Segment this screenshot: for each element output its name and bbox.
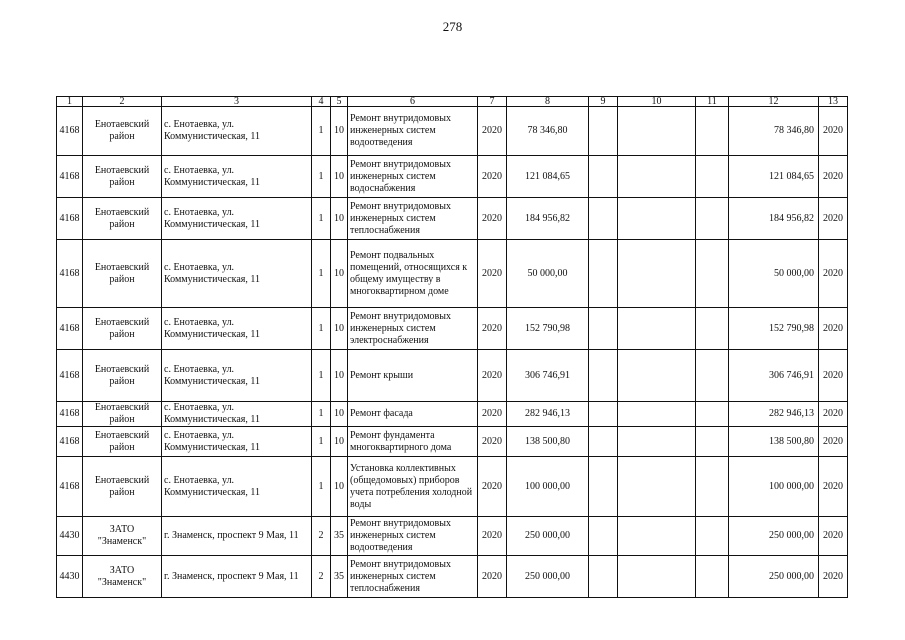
column-number-header: 11 <box>696 97 729 107</box>
col4-cell: 1 <box>312 457 331 517</box>
address-cell: с. Енотаевка, ул. Коммунистическая, 11 <box>162 457 312 517</box>
col10-cell <box>618 308 696 350</box>
col5-cell: 10 <box>331 198 348 240</box>
index-cell: 4168 <box>57 240 83 308</box>
col4-cell: 2 <box>312 556 331 598</box>
amount-cell: 78 346,80 <box>507 107 589 156</box>
table-row <box>57 427 848 457</box>
year-cell: 2020 <box>478 156 507 198</box>
municipality-cell: ЗАТО "Знаменск" <box>83 517 162 556</box>
page-number: 278 <box>442 19 463 34</box>
col5-cell: 10 <box>331 427 348 457</box>
address-cell: с. Енотаевка, ул. Коммунистическая, 11 <box>162 427 312 457</box>
index-cell: 4168 <box>57 457 83 517</box>
work-type-cell: Ремонт внутридомовых инженерных систем водоотведения <box>348 107 478 156</box>
column-number-header: 7 <box>478 97 507 107</box>
index-cell: 4168 <box>57 427 83 457</box>
column-number-header: 2 <box>83 97 162 107</box>
column-number-header: 3 <box>162 97 312 107</box>
completion-year-cell: 2020 <box>819 198 848 240</box>
column-number-header: 9 <box>589 97 618 107</box>
amount-cell: 138 500,80 <box>507 427 589 457</box>
index-cell: 4168 <box>57 308 83 350</box>
col9-cell <box>589 350 618 402</box>
col5-cell: 10 <box>331 308 348 350</box>
total-cell: 306 746,91 <box>729 350 819 402</box>
table-row <box>57 517 848 556</box>
work-type-cell: Ремонт внутридомовых инженерных систем теплоснабжения <box>348 198 478 240</box>
col4-cell: 2 <box>312 517 331 556</box>
index-cell: 4168 <box>57 198 83 240</box>
municipality-cell: Енотаевский район <box>83 457 162 517</box>
col5-cell: 10 <box>331 457 348 517</box>
col5-cell: 35 <box>331 517 348 556</box>
col5-cell: 10 <box>331 240 348 308</box>
year-cell: 2020 <box>478 457 507 517</box>
col11-cell <box>696 308 729 350</box>
address-cell: с. Енотаевка, ул. Коммунистическая, 11 <box>162 308 312 350</box>
col11-cell <box>696 240 729 308</box>
year-cell: 2020 <box>478 402 507 427</box>
year-cell: 2020 <box>478 556 507 598</box>
col9-cell <box>589 308 618 350</box>
col4-cell: 1 <box>312 427 331 457</box>
total-cell: 50 000,00 <box>729 240 819 308</box>
total-cell: 250 000,00 <box>729 556 819 598</box>
amount-cell: 250 000,00 <box>507 517 589 556</box>
municipality-cell: Енотаевский район <box>83 107 162 156</box>
address-cell: с. Енотаевка, ул. Коммунистическая, 11 <box>162 107 312 156</box>
column-number-header: 12 <box>729 97 819 107</box>
table-row <box>57 240 848 308</box>
completion-year-cell: 2020 <box>819 350 848 402</box>
index-cell: 4168 <box>57 350 83 402</box>
completion-year-cell: 2020 <box>819 556 848 598</box>
total-cell: 282 946,13 <box>729 402 819 427</box>
total-cell: 78 346,80 <box>729 107 819 156</box>
col4-cell: 1 <box>312 198 331 240</box>
amount-cell: 100 000,00 <box>507 457 589 517</box>
col9-cell <box>589 156 618 198</box>
address-cell: г. Знаменск, проспект 9 Мая, 11 <box>162 556 312 598</box>
index-cell: 4430 <box>57 517 83 556</box>
col9-cell <box>589 427 618 457</box>
table-row <box>57 556 848 598</box>
col5-cell: 10 <box>331 156 348 198</box>
work-type-cell: Ремонт внутридомовых инженерных систем теплоснабжения <box>348 556 478 598</box>
address-cell: с. Енотаевка, ул. Коммунистическая, 11 <box>162 350 312 402</box>
work-type-cell: Ремонт внутридомовых инженерных систем электроснабжения <box>348 308 478 350</box>
year-cell: 2020 <box>478 308 507 350</box>
col11-cell <box>696 156 729 198</box>
work-type-cell: Ремонт фасада <box>348 402 478 427</box>
col9-cell <box>589 556 618 598</box>
amount-cell: 250 000,00 <box>507 556 589 598</box>
col4-cell: 1 <box>312 156 331 198</box>
address-cell: с. Енотаевка, ул. Коммунистическая, 11 <box>162 198 312 240</box>
year-cell: 2020 <box>478 517 507 556</box>
table-row <box>57 350 848 402</box>
col9-cell <box>589 107 618 156</box>
column-number-header: 6 <box>348 97 478 107</box>
col10-cell <box>618 402 696 427</box>
amount-cell: 152 790,98 <box>507 308 589 350</box>
municipality-cell: ЗАТО "Знаменск" <box>83 556 162 598</box>
table-row <box>57 107 848 156</box>
index-cell: 4430 <box>57 556 83 598</box>
work-type-cell: Ремонт фундамента многоквартирного дома <box>348 427 478 457</box>
address-cell: г. Знаменск, проспект 9 Мая, 11 <box>162 517 312 556</box>
amount-cell: 306 746,91 <box>507 350 589 402</box>
col5-cell: 10 <box>331 350 348 402</box>
header-row <box>57 97 848 107</box>
col11-cell <box>696 517 729 556</box>
total-cell: 121 084,65 <box>729 156 819 198</box>
col5-cell: 10 <box>331 107 348 156</box>
col11-cell <box>696 350 729 402</box>
table-row <box>57 402 848 427</box>
col9-cell <box>589 240 618 308</box>
municipality-cell: Енотаевский район <box>83 402 162 427</box>
col11-cell <box>696 402 729 427</box>
year-cell: 2020 <box>478 350 507 402</box>
table-row <box>57 156 848 198</box>
amount-cell: 121 084,65 <box>507 156 589 198</box>
municipality-cell: Енотаевский район <box>83 240 162 308</box>
col10-cell <box>618 107 696 156</box>
completion-year-cell: 2020 <box>819 156 848 198</box>
col10-cell <box>618 198 696 240</box>
col11-cell <box>696 198 729 240</box>
index-cell: 4168 <box>57 402 83 427</box>
index-cell: 4168 <box>57 156 83 198</box>
amount-cell: 50 000,00 <box>507 240 589 308</box>
municipality-cell: Енотаевский район <box>83 308 162 350</box>
col10-cell <box>618 457 696 517</box>
col11-cell <box>696 457 729 517</box>
completion-year-cell: 2020 <box>819 457 848 517</box>
work-type-cell: Ремонт внутридомовых инженерных систем водоотведения <box>348 517 478 556</box>
col5-cell: 35 <box>331 556 348 598</box>
col4-cell: 1 <box>312 240 331 308</box>
table-row <box>57 457 848 517</box>
col10-cell <box>618 156 696 198</box>
col9-cell <box>589 402 618 427</box>
table-row <box>57 308 848 350</box>
col4-cell: 1 <box>312 308 331 350</box>
year-cell: 2020 <box>478 198 507 240</box>
col10-cell <box>618 350 696 402</box>
repair-program-table <box>56 96 848 598</box>
col5-cell: 10 <box>331 402 348 427</box>
col10-cell <box>618 556 696 598</box>
column-number-header: 8 <box>507 97 589 107</box>
col10-cell <box>618 240 696 308</box>
completion-year-cell: 2020 <box>819 308 848 350</box>
address-cell: с. Енотаевка, ул. Коммунистическая, 11 <box>162 240 312 308</box>
completion-year-cell: 2020 <box>819 240 848 308</box>
column-number-header: 13 <box>819 97 848 107</box>
col11-cell <box>696 107 729 156</box>
year-cell: 2020 <box>478 107 507 156</box>
col9-cell <box>589 517 618 556</box>
completion-year-cell: 2020 <box>819 402 848 427</box>
index-cell: 4168 <box>57 107 83 156</box>
col9-cell <box>589 198 618 240</box>
col11-cell <box>696 427 729 457</box>
col4-cell: 1 <box>312 350 331 402</box>
municipality-cell: Енотаевский район <box>83 427 162 457</box>
completion-year-cell: 2020 <box>819 107 848 156</box>
completion-year-cell: 2020 <box>819 427 848 457</box>
amount-cell: 184 956,82 <box>507 198 589 240</box>
municipality-cell: Енотаевский район <box>83 156 162 198</box>
col11-cell <box>696 556 729 598</box>
total-cell: 100 000,00 <box>729 457 819 517</box>
col4-cell: 1 <box>312 107 331 156</box>
table-row <box>57 198 848 240</box>
column-number-header: 5 <box>331 97 348 107</box>
col10-cell <box>618 427 696 457</box>
col10-cell <box>618 517 696 556</box>
work-type-cell: Ремонт подвальных помещений, относящихся к общему имуществу в многоквартирном доме <box>348 240 478 308</box>
work-type-cell: Установка коллективных (общедомовых) приборов учета потребления холодной воды <box>348 457 478 517</box>
total-cell: 184 956,82 <box>729 198 819 240</box>
completion-year-cell: 2020 <box>819 517 848 556</box>
municipality-cell: Енотаевский район <box>83 198 162 240</box>
work-type-cell: Ремонт внутридомовых инженерных систем водоснабжения <box>348 156 478 198</box>
total-cell: 250 000,00 <box>729 517 819 556</box>
column-number-header: 1 <box>57 97 83 107</box>
total-cell: 138 500,80 <box>729 427 819 457</box>
col9-cell <box>589 457 618 517</box>
address-cell: с. Енотаевка, ул. Коммунистическая, 11 <box>162 402 312 427</box>
year-cell: 2020 <box>478 240 507 308</box>
address-cell: с. Енотаевка, ул. Коммунистическая, 11 <box>162 156 312 198</box>
column-number-header: 10 <box>618 97 696 107</box>
amount-cell: 282 946,13 <box>507 402 589 427</box>
year-cell: 2020 <box>478 427 507 457</box>
total-cell: 152 790,98 <box>729 308 819 350</box>
col4-cell: 1 <box>312 402 331 427</box>
work-type-cell: Ремонт крыши <box>348 350 478 402</box>
municipality-cell: Енотаевский район <box>83 350 162 402</box>
column-number-header: 4 <box>312 97 331 107</box>
